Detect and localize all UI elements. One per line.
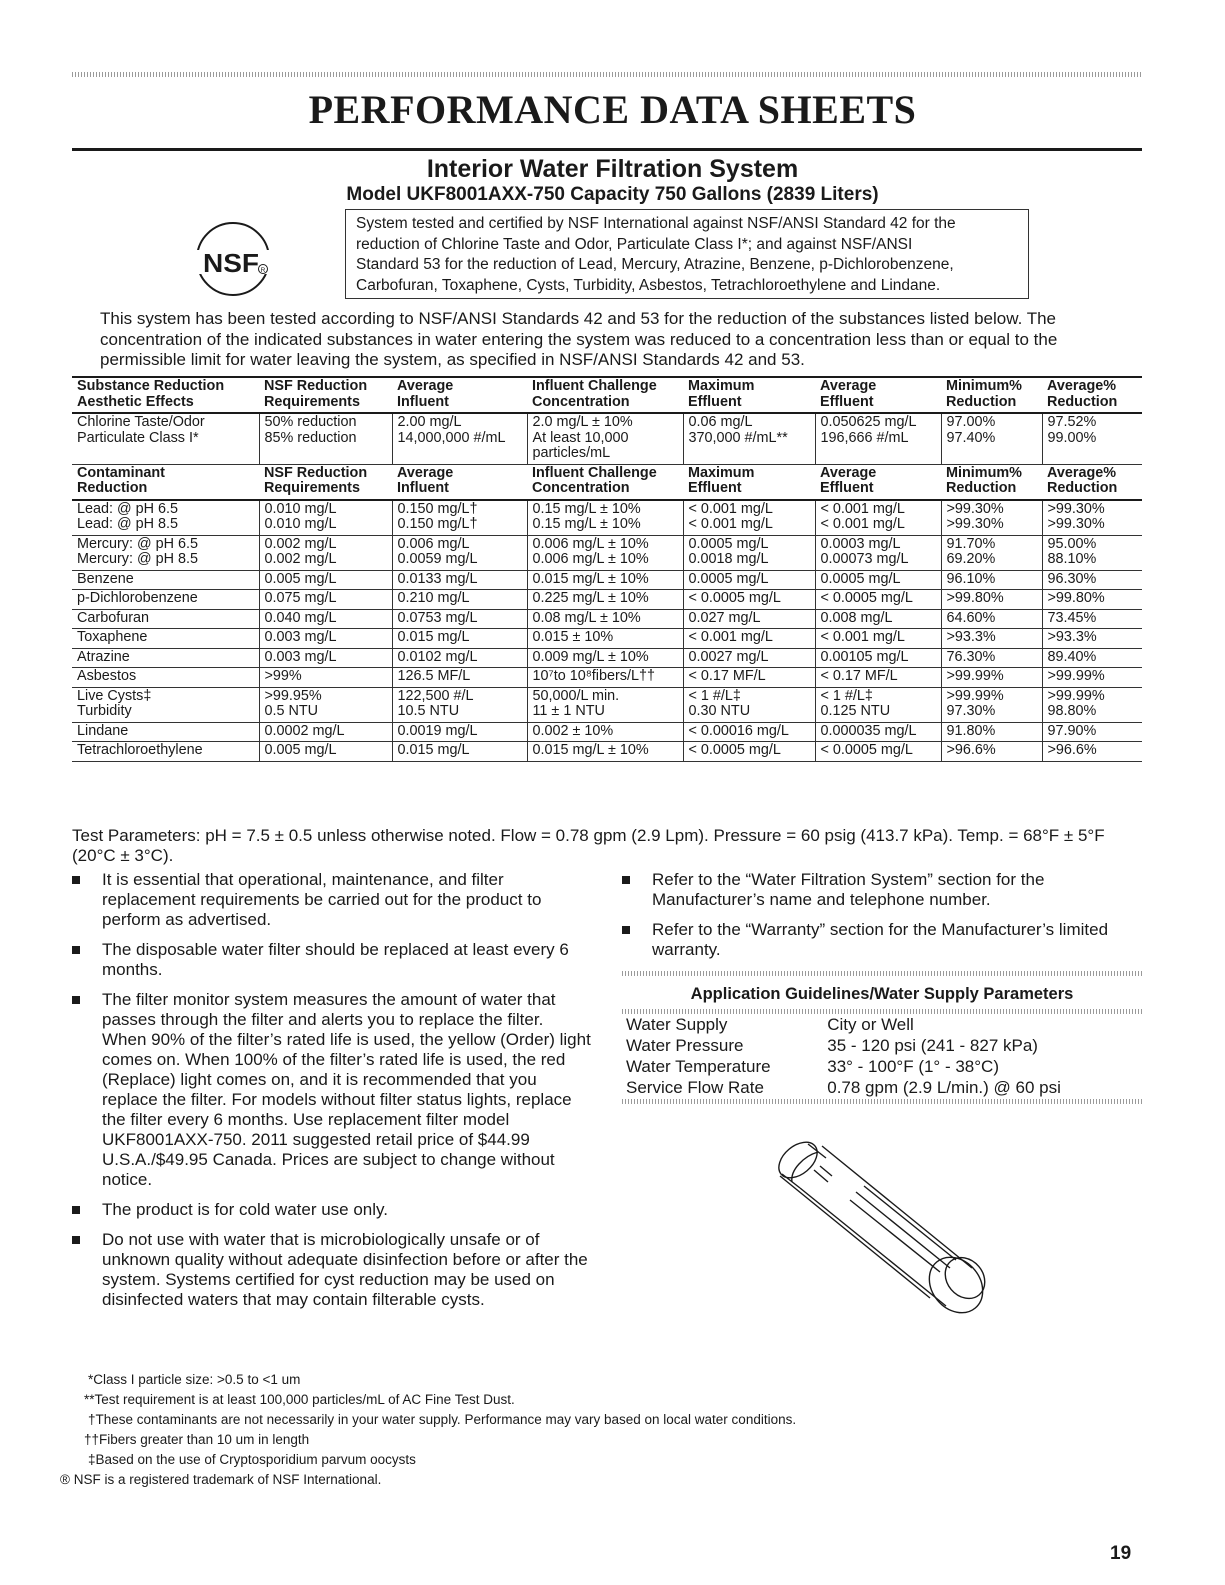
test-parameters: Test Parameters: pH = 7.5 ± 0.5 unless otherwise noted. Flow = 0.78 gpm (2.9 Lpm). Pressure = 60 psig (413.7 kPa). Temp. = 68°F ± 5°F (20°C ± 3°C).	[72, 826, 1105, 865]
list-item: The product is for cold water use only.	[72, 1200, 592, 1220]
table-cell: < 0.0005 mg/L	[815, 590, 941, 610]
table-cell: < 1 #/L‡ 0.125 NTU	[815, 687, 941, 722]
table-header-row	[72, 464, 1142, 500]
table-cell: >93.3%	[1042, 629, 1142, 649]
list-item: It is essential that operational, maintenance, and filter replacement requirements be carried out for the product to perform as advertised.	[72, 870, 592, 930]
list-item: Refer to the “Water Filtration System” section for the Manufacturer’s name and telephone number.	[622, 870, 1142, 910]
footnote: †These contaminants are not necessarily in your water supply. Performance may vary based on local water conditions.	[88, 1412, 797, 1427]
header-cell: Average Influent	[392, 464, 527, 500]
table-cell: 96.10%	[941, 570, 1042, 590]
table-cell: 0.0019 mg/L	[392, 722, 527, 742]
table-cell: 50% reduction 85% reduction	[259, 413, 392, 464]
header-cell: Average Effluent	[815, 377, 941, 413]
table-cell: 0.005 mg/L	[259, 742, 392, 762]
cert-line: Carbofuran, Toxaphene, Cysts, Turbidity, Asbestos, Tetrachloroethylene and Lindane.	[356, 276, 941, 294]
table-cell: < 0.001 mg/L	[683, 629, 815, 649]
table-row	[72, 668, 1142, 688]
table-cell: 97.90%	[1042, 722, 1142, 742]
table-cell: 97.52% 99.00%	[1042, 413, 1142, 464]
table-cell: 0.015 mg/L	[392, 629, 527, 649]
nsf-logo-text: NSF	[203, 248, 259, 278]
table-cell: 89.40%	[1042, 648, 1142, 668]
table-cell: 0.002 ± 10%	[527, 722, 683, 742]
table-cell: >99%	[259, 668, 392, 688]
table-cell: 0.0027 mg/L	[683, 648, 815, 668]
table-cell: 0.0005 mg/L	[683, 570, 815, 590]
table-cell: 2.00 mg/L 14,000,000 #/mL	[392, 413, 527, 464]
table-cell: 0.015 mg/L ± 10%	[527, 742, 683, 762]
table-cell: p-Dichlorobenzene	[72, 590, 259, 610]
table-row	[72, 570, 1142, 590]
table-row	[72, 648, 1142, 668]
table-row: Water Pressure 35 - 120 psi (241 - 827 kPa)	[626, 1036, 1038, 1055]
table-row: Service Flow Rate 0.78 gpm (2.9 L/min.) @ 60 psi	[626, 1078, 1061, 1097]
table-cell: >99.80%	[1042, 590, 1142, 610]
table-cell: 0.15 mg/L ± 10% 0.15 mg/L ± 10%	[527, 500, 683, 536]
footnote: **Test requirement is at least 100,000 particles/mL of AC Fine Test Dust.	[84, 1392, 515, 1407]
table-cell: < 0.0005 mg/L	[815, 742, 941, 762]
table-cell: 126.5 MF/L	[392, 668, 527, 688]
table-cell: >99.30% >99.30%	[1042, 500, 1142, 536]
table-cell: Live Cysts‡ Turbidity	[72, 687, 259, 722]
bullet-square-icon	[72, 1236, 80, 1244]
table-cell: Tetrachloroethylene	[72, 742, 259, 762]
list-item: Refer to the “Warranty” section for the Manufacturer’s limited warranty.	[622, 920, 1142, 960]
table-cell: Lindane	[72, 722, 259, 742]
list-item: The disposable water filter should be replaced at least every 6 months.	[72, 940, 592, 980]
table-cell: >93.3%	[941, 629, 1042, 649]
table-cell: 0.003 mg/L	[259, 648, 392, 668]
app-top-hatch	[622, 971, 1142, 976]
application-table	[622, 1014, 1142, 1098]
table-cell: 10⁷to 10⁸fibers/L††	[527, 668, 683, 688]
table-cell: >96.6%	[1042, 742, 1142, 762]
header-cell: Average Effluent	[815, 464, 941, 500]
intro-paragraph: This system has been tested according to NSF/ANSI Standards 42 and 53 for the reduction of the substances listed below. The concentration of the indicated substances in water entering the system was reduced to a concentration less than or equal to the permissible limit for water leaving the system, as specified in NSF/ANSI Standards 42 and 53.	[100, 309, 1058, 369]
table-cell: 0.015 mg/L	[392, 742, 527, 762]
table-cell: 0.009 mg/L ± 10%	[527, 648, 683, 668]
footnote: *Class I particle size: >0.5 to <1 um	[88, 1372, 301, 1387]
performance-table	[72, 376, 1142, 762]
table-cell: 0.08 mg/L ± 10%	[527, 609, 683, 629]
table-cell: Atrazine	[72, 648, 259, 668]
header-cell: NSF Reduction Requirements	[259, 464, 392, 500]
table-cell: 76.30%	[941, 648, 1042, 668]
nsf-logo	[193, 220, 273, 298]
table-cell: 97.00% 97.40%	[941, 413, 1042, 464]
table-row	[72, 413, 1142, 464]
table-cell: 0.008 mg/L	[815, 609, 941, 629]
header-cell: Influent Challenge Concentration	[527, 464, 683, 500]
table-cell: 96.30%	[1042, 570, 1142, 590]
table-cell: 0.0002 mg/L	[259, 722, 392, 742]
table-row	[72, 535, 1142, 570]
bullet-square-icon	[72, 1206, 80, 1214]
header-cell: Average Influent	[392, 377, 527, 413]
bullet-square-icon	[72, 876, 80, 884]
table-cell: >99.30% >99.30%	[941, 500, 1042, 536]
table-cell: 0.210 mg/L	[392, 590, 527, 610]
cert-line: System tested and certified by NSF International against NSF/ANSI Standard 42 for the	[356, 215, 956, 232]
table-cell: 91.70% 69.20%	[941, 535, 1042, 570]
table-cell: 0.0102 mg/L	[392, 648, 527, 668]
header-cell: Minimum% Reduction	[941, 377, 1042, 413]
table-cell: Toxaphene	[72, 629, 259, 649]
table-cell: Carbofuran	[72, 609, 259, 629]
table-cell: 0.00105 mg/L	[815, 648, 941, 668]
table-row: Water Temperature 33° - 100°F (1° - 38°C)	[626, 1057, 999, 1076]
table-cell: Chlorine Taste/Odor Particulate Class I*	[72, 413, 259, 464]
table-cell: Lead: @ pH 6.5 Lead: @ pH 8.5	[72, 500, 259, 536]
list-item: Do not use with water that is microbiologically unsafe or of unknown quality without adequate disinfection before or after the system. Systems certified for cyst reduction may be used on disinfected waters that may contain filterable cysts.	[72, 1230, 592, 1310]
table-cell: < 0.001 mg/L	[815, 629, 941, 649]
application-title: Application Guidelines/Water Supply Parameters	[690, 985, 1074, 1003]
table-cell: 0.0133 mg/L	[392, 570, 527, 590]
table-cell: 0.0005 mg/L	[815, 570, 941, 590]
page-title: PERFORMANCE DATA SHEETS	[308, 87, 917, 132]
filter-cartridge-illustration	[760, 1130, 1020, 1330]
table-cell: < 0.17 MF/L	[683, 668, 815, 688]
table-cell: < 1 #/L‡ 0.30 NTU	[683, 687, 815, 722]
system-title: Interior Water Filtration System	[426, 155, 799, 183]
table-row	[72, 609, 1142, 629]
certification-box	[345, 209, 1029, 299]
table-cell: 91.80%	[941, 722, 1042, 742]
table-cell: 0.005 mg/L	[259, 570, 392, 590]
table-cell: 0.003 mg/L	[259, 629, 392, 649]
footnote: ††Fibers greater than 10 um in length	[84, 1432, 310, 1447]
title-rule	[72, 148, 1142, 151]
table-cell: >99.99%	[1042, 668, 1142, 688]
bullet-square-icon	[622, 926, 630, 934]
table-cell: 0.006 mg/L 0.0059 mg/L	[392, 535, 527, 570]
table-cell: 0.0005 mg/L 0.0018 mg/L	[683, 535, 815, 570]
table-row	[72, 629, 1142, 649]
table-cell: 0.015 ± 10%	[527, 629, 683, 649]
table-header-row	[72, 377, 1142, 413]
table-cell: 122,500 #/L 10.5 NTU	[392, 687, 527, 722]
table-cell: >99.95% 0.5 NTU	[259, 687, 392, 722]
table-cell: Benzene	[72, 570, 259, 590]
footnote: ® NSF is a registered trademark of NSF International.	[60, 1472, 382, 1487]
table-cell: 0.050625 mg/L 196,666 #/mL	[815, 413, 941, 464]
table-cell: < 0.0005 mg/L	[683, 742, 815, 762]
svg-text:R: R	[260, 267, 266, 274]
header-cell: Influent Challenge Concentration	[527, 377, 683, 413]
table-row	[72, 500, 1142, 536]
header-cell: Maximum Effluent	[683, 377, 815, 413]
header-cell: Average% Reduction	[1042, 377, 1142, 413]
header-cell: Minimum% Reduction	[941, 464, 1042, 500]
table-cell: >99.99%	[941, 668, 1042, 688]
table-cell: 0.015 mg/L ± 10%	[527, 570, 683, 590]
header-cell: Average% Reduction	[1042, 464, 1142, 500]
header-cell: Contaminant Reduction	[72, 464, 259, 500]
bullet-square-icon	[622, 876, 630, 884]
model-line: Model UKF8001AXX-750 Capacity 750 Gallons (2839 Liters)	[346, 184, 879, 205]
table-cell: >99.99% 97.30%	[941, 687, 1042, 722]
table-cell: < 0.001 mg/L < 0.001 mg/L	[683, 500, 815, 536]
cert-line: reduction of Chlorine Taste and Odor, Particulate Class I*; and against NSF/ANSI	[356, 235, 913, 253]
table-row	[72, 722, 1142, 742]
table-row	[72, 742, 1142, 762]
table-cell: 64.60%	[941, 609, 1042, 629]
table-cell: < 0.17 MF/L	[815, 668, 941, 688]
cert-line: Standard 53 for the reduction of Lead, Mercury, Atrazine, Benzene, p-Dichlorobenzene,	[356, 256, 954, 273]
table-cell: 0.002 mg/L 0.002 mg/L	[259, 535, 392, 570]
bullet-square-icon	[72, 996, 80, 1004]
table-cell: >96.6%	[941, 742, 1042, 762]
table-cell: 0.040 mg/L	[259, 609, 392, 629]
header-cell: NSF Reduction Requirements	[259, 377, 392, 413]
table-cell: Asbestos	[72, 668, 259, 688]
table-cell: < 0.0005 mg/L	[683, 590, 815, 610]
footnotes	[60, 1370, 1060, 1490]
table-row	[72, 687, 1142, 722]
table-cell: 0.225 mg/L ± 10%	[527, 590, 683, 610]
table-cell: 0.010 mg/L 0.010 mg/L	[259, 500, 392, 536]
table-cell: 0.075 mg/L	[259, 590, 392, 610]
table-cell: 0.0003 mg/L 0.00073 mg/L	[815, 535, 941, 570]
right-bullet-list	[622, 870, 1142, 970]
table-cell: 0.06 mg/L 370,000 #/mL**	[683, 413, 815, 464]
header-cell: Maximum Effluent	[683, 464, 815, 500]
table-cell: 0.006 mg/L ± 10% 0.006 mg/L ± 10%	[527, 535, 683, 570]
page-number: 19	[1110, 1543, 1132, 1564]
top-hatch-rule	[72, 72, 1142, 77]
table-cell: 0.150 mg/L† 0.150 mg/L†	[392, 500, 527, 536]
table-cell: < 0.001 mg/L < 0.001 mg/L	[815, 500, 941, 536]
footnote: ‡Based on the use of Cryptosporidium parvum oocysts	[88, 1452, 416, 1467]
table-cell: 50,000/L min. 11 ± 1 NTU	[527, 687, 683, 722]
table-row: Water Supply City or Well	[626, 1015, 914, 1034]
header-cell: Substance Reduction Aesthetic Effects	[72, 377, 259, 413]
left-bullet-list	[72, 870, 592, 1320]
table-cell: >99.99% 98.80%	[1042, 687, 1142, 722]
bullet-square-icon	[72, 946, 80, 954]
app-bottom-hatch	[622, 1099, 1142, 1104]
table-cell: 2.0 mg/L ± 10% At least 10,000 particles/mL	[527, 413, 683, 464]
table-row	[72, 590, 1142, 610]
table-cell: 0.027 mg/L	[683, 609, 815, 629]
table-cell: < 0.00016 mg/L	[683, 722, 815, 742]
table-cell: Mercury: @ pH 6.5 Mercury: @ pH 8.5	[72, 535, 259, 570]
table-cell: >99.80%	[941, 590, 1042, 610]
table-cell: 0.000035 mg/L	[815, 722, 941, 742]
table-cell: 73.45%	[1042, 609, 1142, 629]
list-item: The filter monitor system measures the amount of water that passes through the filter and alerts you to replace the filter. When 90% of the filter’s rated life is used, the yellow (Order) light comes on. When 100% of the filter’s rated life is used, the red (Replace) light comes on, and it is recommended that you replace the filter. For models without filter status lights, replace the filter every 6 months. Use replacement filter model UKF8001AXX-750. 2011 suggested retail price of $44.99 U.S.A./$49.95 Canada. Prices are subject to change without notice.	[72, 990, 592, 1190]
table-cell: 0.0753 mg/L	[392, 609, 527, 629]
table-cell: 95.00% 88.10%	[1042, 535, 1142, 570]
